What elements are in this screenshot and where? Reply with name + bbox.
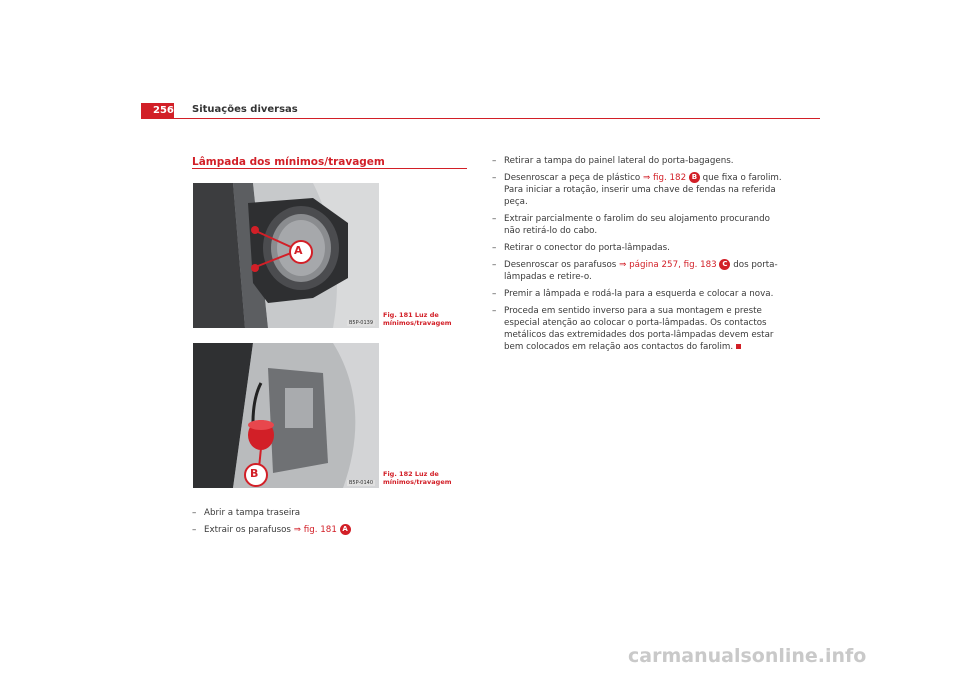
step-item: [192, 507, 467, 519]
watermark: carmanualsonline.info: [628, 645, 867, 667]
step-item: [492, 242, 782, 254]
step-text: dos porta-lâmpadas e retire-o.: [504, 260, 778, 282]
figure-code: B5P-0140: [348, 480, 373, 486]
step-item: [492, 172, 782, 208]
left-step-list: [192, 507, 467, 541]
right-step-list: [492, 155, 782, 358]
section-title: Lâmpada dos mínimos/travagem: [192, 156, 385, 168]
step-item: [492, 259, 782, 283]
step-item: [492, 305, 782, 353]
figure-reference-link[interactable]: fig. 182: [653, 173, 687, 183]
step-text: Premir a lâmpada e rodá-la para a esquerda e colocar a nova.: [504, 289, 774, 299]
step-text: Extrair parcialmente o farolim do seu alojamento procurando não retirá-lo do cabo.: [504, 214, 770, 236]
running-head: Situações diversas: [192, 104, 298, 115]
step-text: que fixa o farolim. Para iniciar a rotação, inserir uma chave de fendas na referida peça.: [504, 173, 782, 207]
step-text: Retirar o conector do porta-lâmpadas.: [504, 243, 670, 253]
callout-badge: B: [689, 172, 700, 183]
step-text: Extrair os parafusos: [204, 525, 294, 535]
figure-reference-link[interactable]: fig. 181: [303, 525, 337, 535]
figure-181-image: [193, 183, 379, 328]
step-item: [192, 524, 467, 536]
figure-182-image: [193, 343, 379, 488]
callout-badge: A: [340, 524, 351, 535]
page-number: 256: [141, 103, 174, 119]
callout-a: A: [294, 244, 303, 257]
step-text: Retirar a tampa do painel lateral do porta-bagagens.: [504, 156, 734, 166]
figure-181-caption: Fig. 181 Luz de mínimos/travagem: [383, 311, 452, 327]
step-item: [492, 213, 782, 237]
page-reference-link[interactable]: página 257, fig. 183: [629, 260, 717, 270]
section-rule: [192, 168, 467, 169]
step-item: [492, 155, 782, 167]
figure-code: B5P-0139: [348, 320, 373, 326]
end-of-section-icon: [736, 344, 741, 349]
step-text: Proceda em sentido inverso para a sua montagem e preste especial atenção ao colocar o porta-lâmpadas. Os contactos metálicos das extremidades dos porta-lâmpadas devem estar bem colocados em relação aos contactos do farolim.: [504, 306, 774, 352]
figure-182-caption: Fig. 182 Luz de mínimos/travagem: [383, 470, 452, 486]
tail-light-illustration-b: [193, 343, 379, 488]
callout-badge: C: [719, 259, 730, 270]
arrow-icon: ⇒: [642, 173, 651, 183]
step-text: Desenroscar a peça de plástico: [504, 173, 643, 183]
step-text: Desenroscar os parafusos: [504, 260, 620, 270]
arrow-icon: ⇒: [619, 260, 627, 270]
callout-b: B: [250, 467, 259, 480]
header-rule: [141, 118, 820, 119]
tail-light-illustration-a: [193, 183, 379, 328]
arrow-icon: ⇒: [293, 525, 301, 535]
step-text: Abrir a tampa traseira: [204, 508, 301, 518]
step-item: [492, 288, 782, 300]
